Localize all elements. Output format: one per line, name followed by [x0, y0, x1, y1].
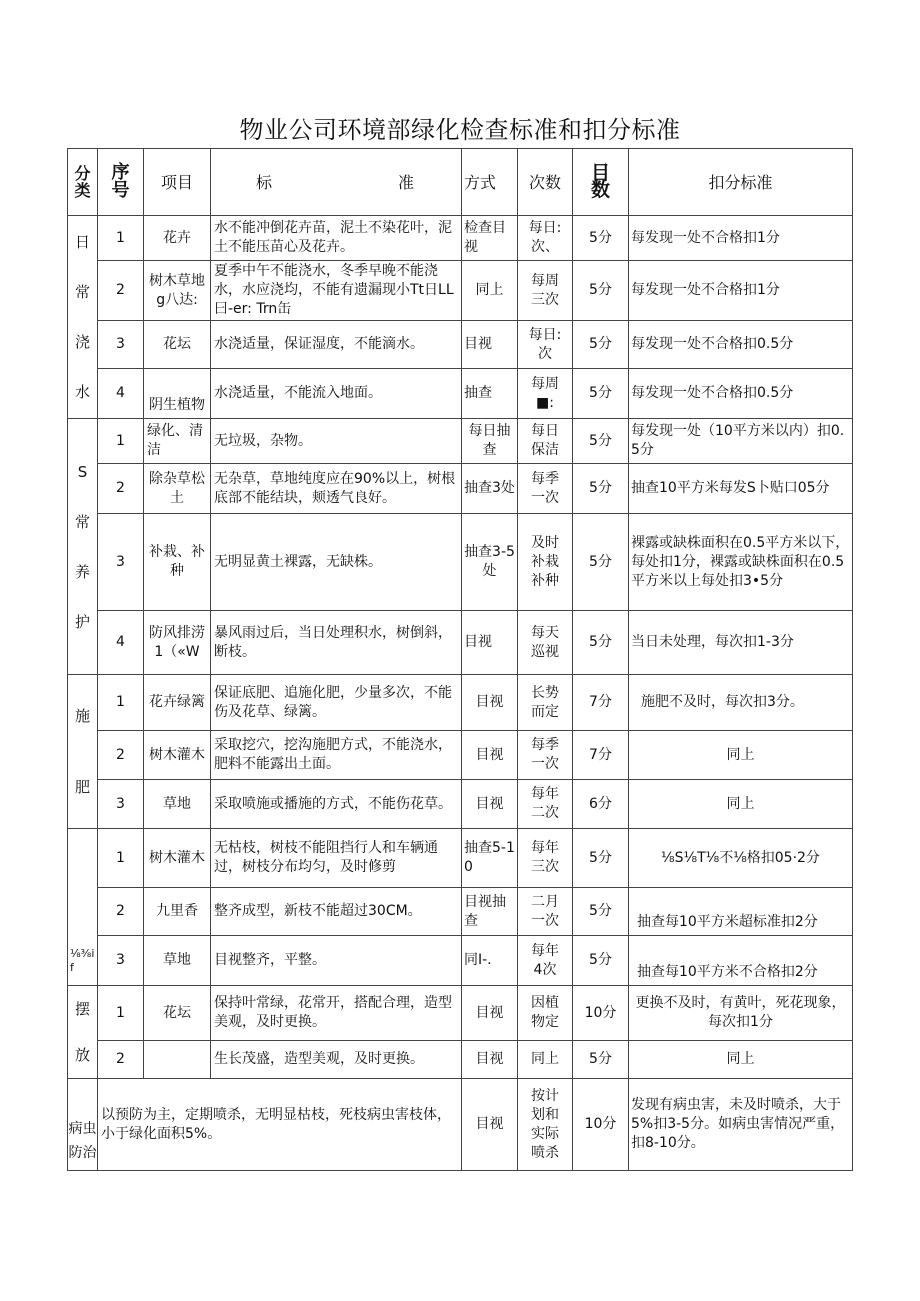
table-row: [68, 675, 853, 731]
table-row: [68, 419, 853, 464]
frequency-cell: 按计划和实际喷杀: [518, 1079, 573, 1171]
header-no-cell: [98, 149, 144, 216]
item-cell: 防风排涝1（«W: [144, 611, 211, 675]
table-header-row: [68, 149, 853, 216]
table-row: [68, 936, 853, 986]
header-standard-cell: [211, 149, 462, 216]
deduction-cell: 同上: [629, 780, 853, 829]
item-cell: 花卉绿篱: [144, 675, 211, 731]
score-cell: 5分: [573, 1041, 629, 1079]
frequency-cell: 每天巡视: [518, 611, 573, 675]
category-cell: [68, 1079, 98, 1171]
standard-cell: 水浇适量，保证湿度，不能滴水。: [211, 321, 462, 369]
serial-number-cell: 1: [98, 675, 144, 731]
deduction-cell: 裸露或缺株面积在0.5平方米以下，每处扣1分，裸露或缺株面积在0.5平方米以上每处扣3•5分: [629, 514, 853, 611]
method-cell: 目视抽查: [462, 888, 518, 936]
deduction-cell: 施肥不及时，每次扣3分。: [629, 675, 853, 731]
item-cell: 阴生植物: [144, 369, 211, 419]
table-row: [68, 611, 853, 675]
deduction-cell: 每发现一处不合格扣1分: [629, 261, 853, 321]
serial-number-cell: 2: [98, 888, 144, 936]
serial-number-cell: 4: [98, 611, 144, 675]
deduction-cell: 每发现一处不合格扣0.5分: [629, 369, 853, 419]
method-cell: 目视: [462, 321, 518, 369]
deduction-cell: 抽查10平方米每发S卜贴口05分: [629, 464, 853, 514]
category-cell: [68, 986, 98, 1079]
table-row: [68, 780, 853, 829]
table-row: [68, 216, 853, 261]
table-row: [68, 369, 853, 419]
method-cell: 目视: [462, 675, 518, 731]
score-cell: 5分: [573, 611, 629, 675]
method-cell: 目视: [462, 731, 518, 780]
deduction-cell: 每发现一处不合格扣1分: [629, 216, 853, 261]
frequency-cell: 每日:次、: [518, 216, 573, 261]
item-cell: 花坛: [144, 321, 211, 369]
frequency-cell: 每年三次: [518, 829, 573, 888]
table-row: [68, 731, 853, 780]
page-title: 物业公司环境部绿化检查标准和扣分标准: [239, 116, 681, 144]
item-cell: 除杂草松土: [144, 464, 211, 514]
score-cell: 5分: [573, 321, 629, 369]
deduction-cell: 抽查每10平方米超标准扣2分: [629, 888, 853, 936]
category-cell: [68, 216, 98, 419]
score-cell: 5分: [573, 514, 629, 611]
table-row: [68, 829, 853, 888]
table-row: [68, 261, 853, 321]
score-cell: 5分: [573, 261, 629, 321]
category-cell: [68, 419, 98, 675]
score-cell: 5分: [573, 936, 629, 986]
standard-cell: 整齐成型，新枝不能超过30CM。: [211, 888, 462, 936]
method-cell: 目视: [462, 1079, 518, 1171]
table-row: [68, 986, 853, 1041]
table-row: [68, 1079, 853, 1171]
standard-cell: 暴风雨过后，当日处理积水，树倒斜，断枝。: [211, 611, 462, 675]
header-deduction: 扣分标准: [629, 149, 853, 216]
deduction-cell: 更换不及时，有黄叶，死花现象，每次扣1分: [629, 986, 853, 1041]
header-score-cell: [573, 149, 629, 216]
item-cell: 绿化、清洁: [144, 419, 211, 464]
method-cell: 同I-.: [462, 936, 518, 986]
category-label: 施肥: [75, 706, 91, 796]
item-cell: 九里香: [144, 888, 211, 936]
serial-number-cell: 1: [98, 216, 144, 261]
category-cell: [68, 829, 98, 986]
serial-number-cell: 2: [98, 261, 144, 321]
item-cell: 花坛: [144, 986, 211, 1041]
serial-number-cell: 1: [98, 986, 144, 1041]
table-row: [68, 464, 853, 514]
header-score: 目数: [590, 162, 610, 201]
standard-cell: 夏季中午不能浇水，冬季早晚不能浇水，水应浇均，不能有遗漏现小Tt日LL 曰-er: Trn缶: [211, 261, 462, 321]
item-cell: 树木草地g八达:: [144, 261, 211, 321]
deduction-cell: 每发现一处（10平方米以内）扣0.5分: [629, 419, 853, 464]
serial-number-cell: 3: [98, 321, 144, 369]
score-cell: 5分: [573, 216, 629, 261]
method-cell: 目视: [462, 611, 518, 675]
score-cell: 5分: [573, 369, 629, 419]
item-cell: 草地: [144, 936, 211, 986]
deduction-cell: ⅛S⅛T⅛不⅛格扣05·2分: [629, 829, 853, 888]
frequency-cell: 每日保洁: [518, 419, 573, 464]
item-cell: 补栽、补种: [144, 514, 211, 611]
method-cell: 抽查3处: [462, 464, 518, 514]
standard-cell: 保证底肥、追施化肥，少量多次，不能伤及花草、绿篱。: [211, 675, 462, 731]
standard-cell: 水浇适量，不能流入地面。: [211, 369, 462, 419]
frequency-cell: 因植物定: [518, 986, 573, 1041]
method-cell: 抽查3-5处: [462, 514, 518, 611]
category-label: ⅛⅜i f: [70, 947, 95, 974]
method-cell: 检查目视: [462, 216, 518, 261]
standard-cell: 无明显黄土裸露，无缺株。: [211, 514, 462, 611]
deduction-cell: 当日未处理，每次扣1-3分: [629, 611, 853, 675]
serial-number-cell: 2: [98, 731, 144, 780]
frequency-cell: 每周■:: [518, 369, 573, 419]
header-category: 分类: [74, 164, 91, 200]
frequency-cell: 每年二次: [518, 780, 573, 829]
score-cell: 7分: [573, 675, 629, 731]
standard-cell: 目视整齐，平整。: [211, 936, 462, 986]
score-cell: 5分: [573, 829, 629, 888]
header-frequency: 次数: [518, 149, 573, 216]
deduction-cell: 每发现一处不合格扣0.5分: [629, 321, 853, 369]
method-cell: 目视: [462, 780, 518, 829]
standard-cell: 水不能冲倒花卉苗，泥土不染花叶，泥土不能压苗心及花卉。: [211, 216, 462, 261]
table-row: [68, 888, 853, 936]
serial-number-cell: 3: [98, 780, 144, 829]
method-cell: 抽查: [462, 369, 518, 419]
standard-cell: 采取喷施或播施的方式，不能伤花草。: [211, 780, 462, 829]
item-cell: 树木灌木: [144, 829, 211, 888]
category-label: 病虫防治: [68, 1121, 97, 1161]
category-label: S常养护: [75, 462, 91, 631]
deduction-cell: 发现有病虫害，未及时喷杀，大于5%扣3-5分。如病虫害情况严重，扣8-10分。: [629, 1079, 853, 1171]
item-cell: [144, 1041, 211, 1079]
method-cell: 同上: [462, 261, 518, 321]
header-item: 项目: [144, 149, 211, 216]
standard-cell: 以预防为主，定期喷杀，无明显枯枝，死枝病虫害枝体，小于绿化面积5%。: [98, 1079, 462, 1171]
score-cell: 5分: [573, 888, 629, 936]
score-cell: 10分: [573, 1079, 629, 1171]
standard-cell: 无垃圾，杂物。: [211, 419, 462, 464]
frequency-cell: 每周三次: [518, 261, 573, 321]
frequency-cell: 每日:次: [518, 321, 573, 369]
serial-number-cell: 2: [98, 1041, 144, 1079]
frequency-cell: 同上: [518, 1041, 573, 1079]
frequency-cell: 长势而定: [518, 675, 573, 731]
score-cell: 5分: [573, 419, 629, 464]
deduction-cell: 同上: [629, 1041, 853, 1079]
score-cell: 7分: [573, 731, 629, 780]
serial-number-cell: 4: [98, 369, 144, 419]
table-row: [68, 321, 853, 369]
category-label: 日常浇水: [75, 233, 91, 401]
score-cell: 6分: [573, 780, 629, 829]
header-standard: 标准: [256, 172, 414, 192]
item-cell: 草地: [144, 780, 211, 829]
header-category-cell: [68, 149, 98, 216]
method-cell: 目视: [462, 986, 518, 1041]
standard-cell: 生长茂盛，造型美观，及时更换。: [211, 1041, 462, 1079]
score-cell: 5分: [573, 464, 629, 514]
serial-number-cell: 3: [98, 514, 144, 611]
serial-number-cell: 2: [98, 464, 144, 514]
table-row: [68, 1041, 853, 1079]
frequency-cell: 每季一次: [518, 464, 573, 514]
serial-number-cell: 3: [98, 936, 144, 986]
method-cell: 每日抽查: [462, 419, 518, 464]
deduction-cell: 抽查每10平方米不合格扣2分: [629, 936, 853, 986]
frequency-cell: 及时补栽补种: [518, 514, 573, 611]
standard-cell: 无杂草，草地纯度应在90%以上，树根底部不能结块，颊透气良好。: [211, 464, 462, 514]
serial-number-cell: 1: [98, 419, 144, 464]
standard-cell: 保持叶常绿，花常开，搭配合理，造型美观，及时更换。: [211, 986, 462, 1041]
frequency-cell: 每季一次: [518, 731, 573, 780]
inspection-standards-table: [67, 148, 853, 1171]
header-no: 序号: [111, 162, 130, 201]
method-cell: 目视: [462, 1041, 518, 1079]
serial-number-cell: 1: [98, 829, 144, 888]
frequency-cell: 每年4次: [518, 936, 573, 986]
frequency-cell: 二月一次: [518, 888, 573, 936]
method-cell: 抽查5-10: [462, 829, 518, 888]
table-row: [68, 514, 853, 611]
header-method: 方式: [462, 149, 518, 216]
standard-cell: 采取挖穴，挖沟施肥方式，不能浇水，肥料不能露出土面。: [211, 731, 462, 780]
category-label: 摆放: [75, 1000, 91, 1064]
item-cell: 树木灌木: [144, 731, 211, 780]
item-cell: 花卉: [144, 216, 211, 261]
score-cell: 10分: [573, 986, 629, 1041]
category-cell: [68, 675, 98, 829]
deduction-cell: 同上: [629, 731, 853, 780]
standard-cell: 无枯枝，树枝不能阻挡行人和车辆通过，树枝分布均匀，及时修剪: [211, 829, 462, 888]
